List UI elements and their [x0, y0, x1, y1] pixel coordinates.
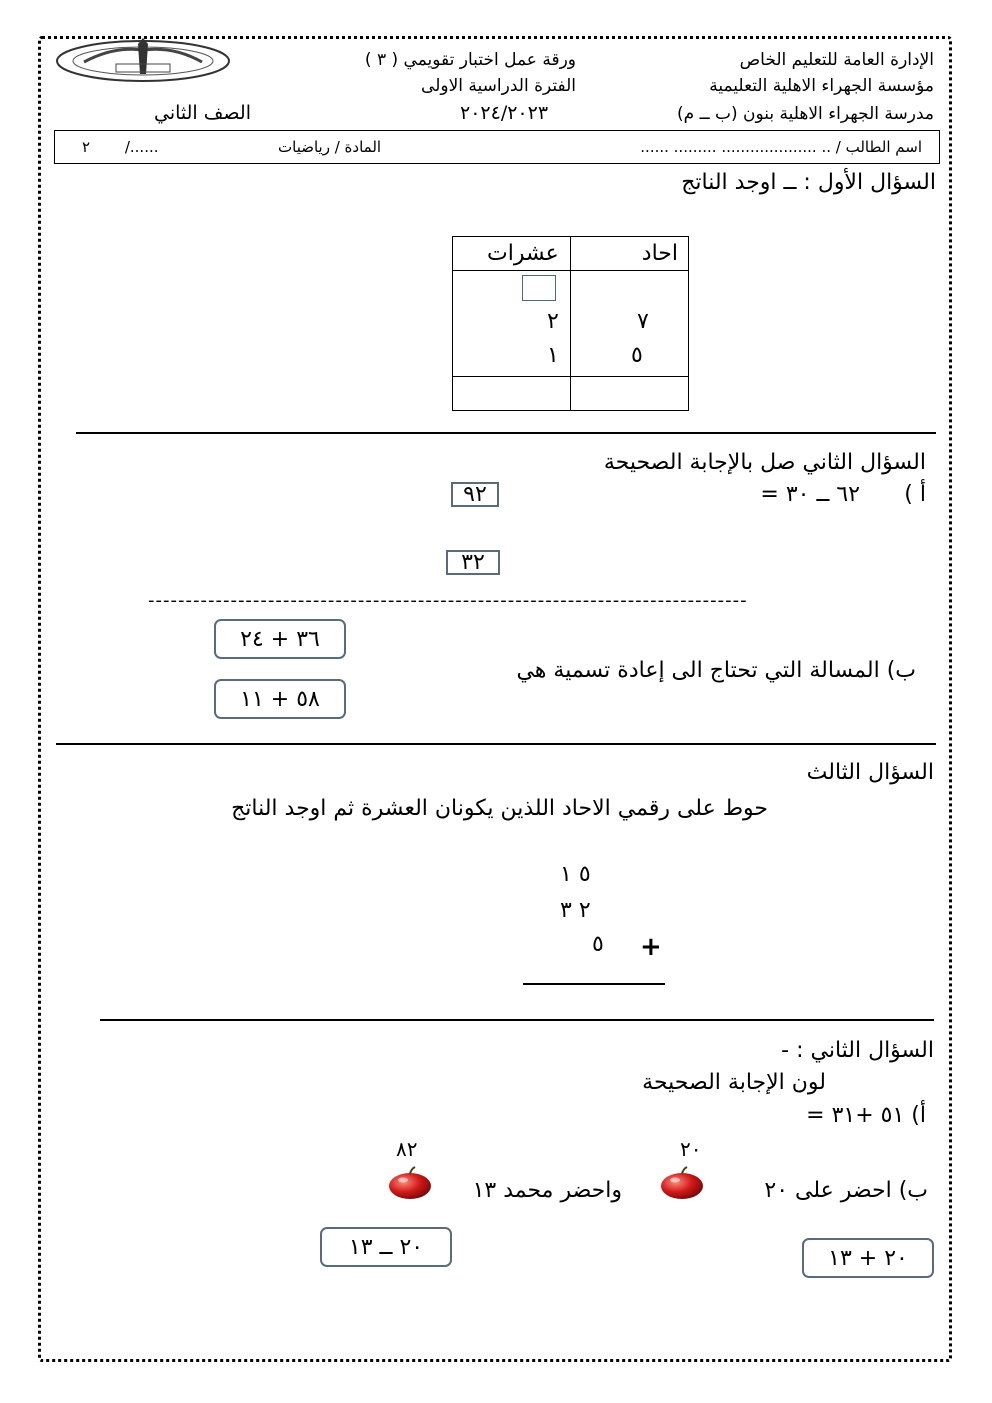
school-logo: [54, 38, 232, 84]
school-label: مدرسة الجهراء الاهلية بنون (ب ــ م): [677, 104, 934, 124]
q3-row-1[interactable]: ٥ ١: [560, 862, 591, 887]
ones-answer-cell[interactable]: [571, 377, 689, 411]
ones-header: احاد: [571, 237, 689, 271]
q3-title: السؤال الثالث: [806, 760, 934, 785]
q2-title: السؤال الثاني صل بالإجابة الصحيحة: [603, 450, 926, 475]
page-border: [38, 36, 952, 1362]
student-name-field[interactable]: اسم الطالب / .. .................... ......... ......: [640, 138, 922, 156]
tens-cell: [453, 271, 571, 377]
q4-b-label: ب) احضر على ٢٠: [764, 1178, 928, 1203]
q3-answer-line: [523, 983, 665, 985]
q2-a-label: أ ): [904, 482, 926, 507]
divider-3: [100, 1019, 934, 1021]
q4-instruction: لون الإجابة الصحيحة: [642, 1070, 826, 1095]
divider-2: [56, 743, 936, 745]
divider-1: [76, 432, 936, 434]
q4-a-option-2[interactable]: ٨٢: [396, 1137, 418, 1161]
subject-label: المادة / رياضيات: [278, 138, 382, 156]
q4-b-option-1[interactable]: ٢٠ + ١٣: [802, 1238, 934, 1278]
q4-a-option-1[interactable]: ٢٠: [680, 1137, 702, 1161]
q2-a-option-2[interactable]: ٣٢: [446, 550, 500, 575]
q2-b-option-1[interactable]: ٣٦ + ٢٤: [214, 619, 346, 659]
class-label: ٢ /......: [82, 138, 159, 156]
q1-title: السؤال الأول : ــ اوجد الناتج: [681, 170, 936, 195]
worksheet-title: ورقة عمل اختبار تقويمي ( ٣ ): [364, 50, 576, 70]
ones-cell: [571, 271, 689, 377]
q4-b-option-2[interactable]: ٢٠ ــ ١٣: [320, 1227, 452, 1267]
q2-a-option-1[interactable]: ٩٢: [451, 482, 499, 507]
q3-instruction: حوط على رقمي الاحاد اللذين يكونان العشرة ثم اوجد الناتج: [231, 796, 768, 821]
period-label: الفترة الدراسية الاولى: [421, 76, 576, 96]
place-value-table: [452, 236, 689, 411]
grade-label: الصف الثاني: [154, 102, 251, 124]
ones-digit-2: ٥: [631, 343, 643, 368]
q3-row-3[interactable]: ٥: [592, 932, 604, 957]
q3-plus-sign: +: [640, 932, 662, 962]
ones-digit-1: ٧: [637, 309, 649, 334]
q2-a-expression: ٦٢ ــ ٣٠ =: [760, 482, 860, 507]
tens-answer-cell[interactable]: [453, 377, 571, 411]
q2-b-option-2[interactable]: ٥٨ + ١١: [214, 679, 346, 719]
tens-header: عشرات: [453, 237, 571, 271]
q3-row-2[interactable]: ٢ ٣: [560, 898, 591, 923]
admin-label: الإدارة العامة للتعليم الخاص: [739, 50, 934, 70]
q2-b-text: ب) المسالة التي تحتاج الى إعادة تسمية هي: [516, 658, 916, 683]
q4-b-middle: واحضر محمد ١٣: [472, 1178, 622, 1203]
apple-icon[interactable]: [388, 1166, 432, 1200]
q4-a-text: أ) ٥١ +٣١ =: [806, 1103, 926, 1128]
carry-box[interactable]: [522, 275, 556, 301]
apple-icon[interactable]: [660, 1166, 704, 1200]
foundation-label: مؤسسة الجهراء الاهلية التعليمية: [709, 76, 934, 96]
tens-digit-2: ١: [547, 343, 559, 368]
tens-digit-1: ٢: [547, 309, 559, 334]
year-label: ٢٠٢٤/٢٠٢٣: [460, 102, 549, 124]
dashed-divider: --------------------------------------------------------------------------------: [148, 590, 748, 611]
q4-title: السؤال الثاني : -: [781, 1038, 934, 1063]
